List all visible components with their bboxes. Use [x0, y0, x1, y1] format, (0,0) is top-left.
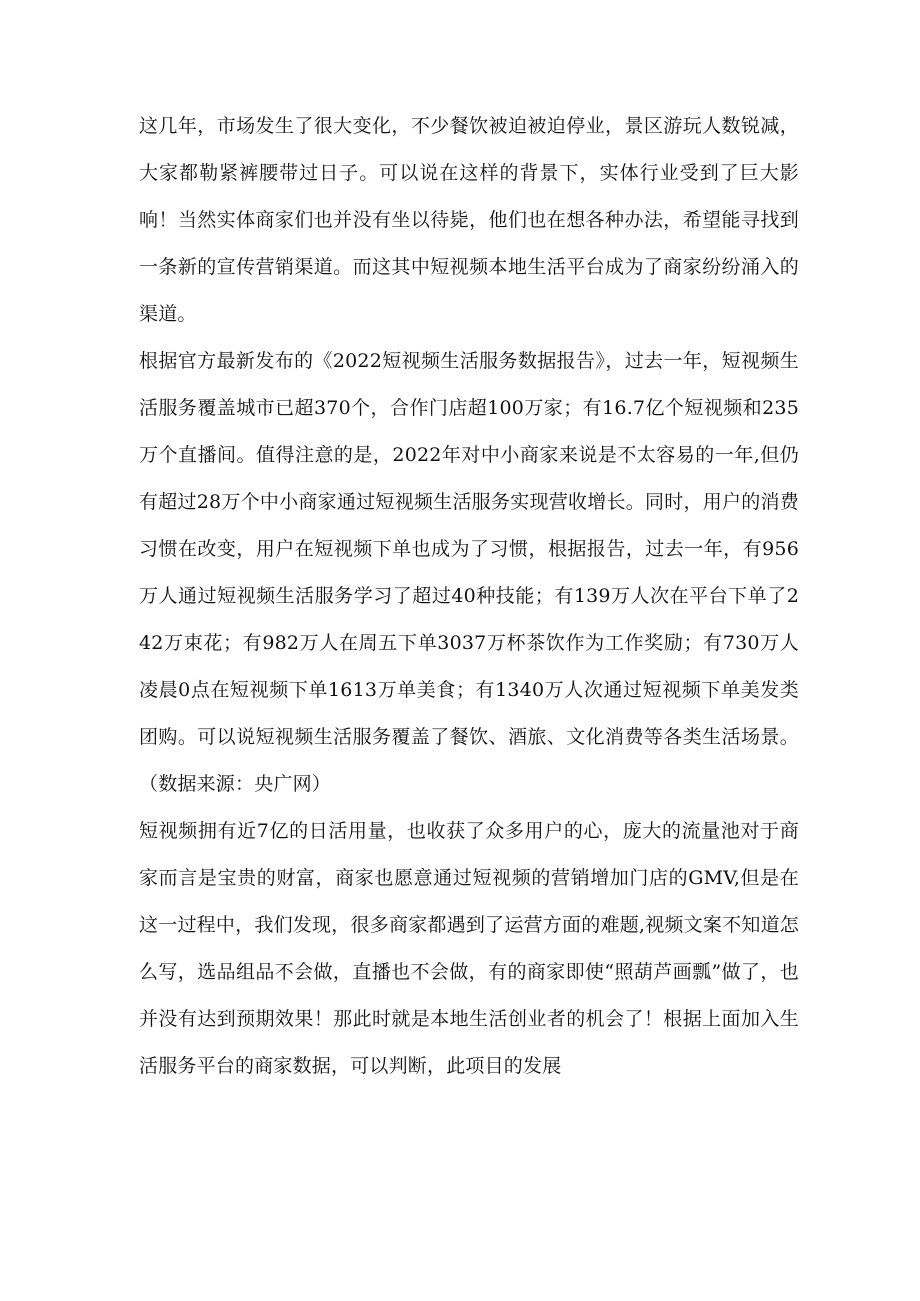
- paragraph-merchant-opportunity: 短视频拥有近7亿的日活用量，也收获了众多用户的心，庞大的流量池对于商家而言是宝贵的财富，商家也愿意通过短视频的营销增加门店的GMV,但是在这一过程中，我们发现，很多商家都遇到了运营方面的难题,视频文案不知道怎么写，选品组品不会做，直播也不会做，有的商家即使“照葫芦画瓢”做了，也并没有达到预期效果！那此时就是本地生活创业者的机会了！根据上面加入生活服务平台的商家数据，可以判断，此项目的发展: [139, 820, 799, 1077]
- paragraph-report-data: 根据官方最新发布的《2022短视频生活服务数据报告》，过去一年，短视频生活服务覆盖城市已超370个，合作门店超100万家；有16.7亿个短视频和235万个直播间。值得注意的是，2022年对中小商家来说是不太容易的一年,但仍有超过28万个中小商家通过短视频生活服务实现营收增长。同时，用户的消费习惯在改变，用户在短视频下单也成为了习惯，根据报告，过去一年，有956万人通过短视频生活服务学习了超过40种技能；有139万人次在平台下单了242万束花；有982万人在周五下单3037万杯茶饮作为工作奖励；有730万人凌晨0点在短视频下单1613万单美食；有1340万人次通过短视频下单美发类团购。可以说短视频生活服务覆盖了餐饮、酒旅、文化消费等各类生活场景。（数据来源：央广网）: [139, 350, 799, 795]
- paragraph-market-changes: 这几年，市场发生了很大变化，不少餐饮被迫被迫停业，景区游玩人数锐减，大家都勒紧裤腰带过日子。可以说在这样的背景下，实体行业受到了巨大影响！当然实体商家们也并没有坐以待毙，他们也在想各种办法，希望能寻找到一条新的宣传营销渠道。而这其中短视频本地生活平台成为了商家纷纷涌入的渠道。: [139, 115, 799, 325]
- document-body: [139, 103, 799, 1090]
